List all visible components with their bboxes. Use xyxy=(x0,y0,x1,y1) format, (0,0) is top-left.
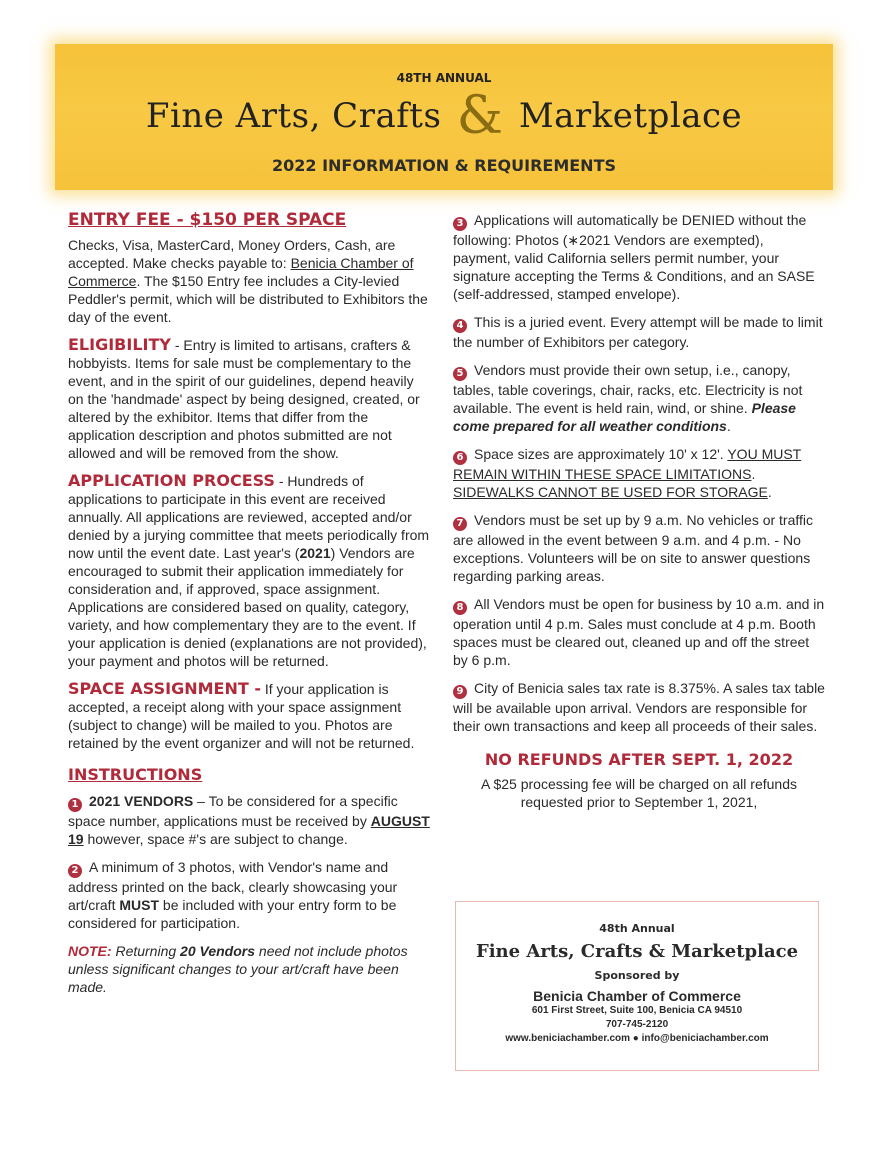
entry-fee-text xyxy=(68,236,430,326)
rule-6-u1-end: . xyxy=(751,466,756,482)
rule-item-3 xyxy=(453,211,825,303)
rule-6-u2-end: . xyxy=(767,484,772,500)
refund-text: A $25 processing fee will be charged on all refunds requested prior to September 1, 2021, xyxy=(481,776,797,810)
payee-name: Benicia Chamber of Commerce xyxy=(68,255,414,289)
event-title-part1: Fine Arts, Crafts xyxy=(145,96,442,136)
note-bold: 20 Vendors xyxy=(180,943,256,959)
number-8-icon: 8 xyxy=(453,601,467,615)
event-title-part2: Marketplace xyxy=(518,96,743,136)
rule-7-text: Vendors must be set up by 9 a.m. No vehicles or traffic are allowed in the event between 9 a.m. and 4 p.m. - No exceptions. Volunteers will be on site to answer questions regarding parking areas. xyxy=(453,512,814,584)
deadline-date: AUGUST 19 xyxy=(68,813,430,847)
sponsor-box xyxy=(455,901,819,1071)
event-title xyxy=(55,86,833,146)
rule-item-6 xyxy=(453,445,825,501)
rule-4-text: This is a juried event. Every attempt will be made to limit the number of Exhibitors per category. xyxy=(453,314,823,350)
number-6-icon: 6 xyxy=(453,451,467,465)
instruction-2-text-b: be included with your entry form to be considered for participation. xyxy=(68,897,397,931)
header-banner xyxy=(55,44,833,190)
number-4-icon: 4 xyxy=(453,319,467,333)
entry-fee-heading: ENTRY FEE - $150 PER SPACE xyxy=(68,210,347,230)
entry-fee-text-a: Checks, Visa, MasterCard, Money Orders, Cash, are accepted. Make checks payable to: xyxy=(68,237,396,271)
note-text-a: Returning xyxy=(111,943,181,959)
application-section xyxy=(68,472,430,670)
eligibility-text: - Entry is limited to artisans, crafters & hobbyists. Items for sale must be complementary to the event, and in the spirit of our guidelines, depend heavily on the 'handmade' aspect by being designed, created, or altered by the exhibitor. Items that differ from the application description and photos submitted are not allowed and will be removed from the show. xyxy=(68,337,420,461)
sponsor-event-title: Fine Arts, Crafts & Marketplace xyxy=(475,941,799,962)
instruction-1-bold: 2021 VENDORS xyxy=(89,793,194,809)
application-text-a: - Hundreds of applications to participate in this event are received annually. All applications are reviewed, accepted and/or denied by a jurying committee that meets periodically from now until the event date. Last year's ( xyxy=(68,473,430,561)
number-2-icon: 2 xyxy=(68,864,82,878)
instruction-2-text-a: A minimum of 3 photos, with Vendor's name and address printed on the back, clearly showcasing your art/craft xyxy=(68,859,398,913)
number-7-icon: 7 xyxy=(453,517,467,531)
sponsor-phone: 707-745-2120 xyxy=(605,1019,669,1030)
sponsor-annual: 48th Annual xyxy=(599,922,675,935)
rule-item-4 xyxy=(453,313,825,351)
space-assignment-text: If your application is accepted, a receipt along with your space assignment (subject to change) will be mailed to you. Photos are retained by the event organizer and will not be returned. xyxy=(68,681,415,751)
note-label: NOTE: xyxy=(68,943,112,959)
sponsor-org-name: Benicia Chamber of Commerce xyxy=(533,988,741,1004)
entry-fee-text-b: . The $150 Entry fee includes a City-levied Peddler's permit, which will be distributed to Exhibitors the day of the event. xyxy=(68,273,428,325)
right-column xyxy=(453,211,825,811)
number-1-icon: 1 xyxy=(68,798,82,812)
rule-5-bold: Please come prepared for all weather conditions xyxy=(453,400,796,434)
sponsor-address: 601 First Street, Suite 100, Benicia CA 94510 xyxy=(531,1005,743,1016)
application-year: 2021 xyxy=(299,545,331,561)
rule-item-7 xyxy=(453,511,825,585)
rule-9-text: City of Benicia sales tax rate is 8.375%. A sales tax table will be available upon arrival. Vendors are responsible for their own transactions and keep all proceeds of their sales. xyxy=(453,680,825,734)
rule-8-text: All Vendors must be open for business by 10 a.m. and in operation until 4 p.m. Sales must conclude at 4 p.m. Booth spaces must be cleared out, cleaned up and off the street by 6 p.m. xyxy=(453,596,825,668)
instruction-1-text-b: however, space #'s are subject to change. xyxy=(83,831,348,847)
rule-3-text: Applications will automatically be DENIED without the following: Photos (∗2021 Vendors are exempted), payment, valid California sellers permit number, your signature accepting the Terms & Conditions, and an SASE (self-addressed, stamped envelope). xyxy=(453,212,815,302)
annual-label: 48TH ANNUAL xyxy=(396,71,492,85)
rule-6-text: Space sizes are approximately 10' x 12'. xyxy=(474,446,728,462)
rule-5-end: . xyxy=(726,418,731,434)
ampersand-ornament: & xyxy=(456,86,504,146)
number-3-icon: 3 xyxy=(453,217,467,231)
note-text-b: need not include photos unless significant changes to your art/craft have been made. xyxy=(68,943,408,995)
rule-item-9 xyxy=(453,679,825,735)
instruction-item-2 xyxy=(68,858,430,932)
instruction-2-must: MUST xyxy=(119,897,160,913)
rule-item-5 xyxy=(453,361,825,435)
number-5-icon: 5 xyxy=(453,367,467,381)
space-assignment-section xyxy=(68,680,430,752)
eligibility-heading: ELIGIBILITY xyxy=(68,335,171,354)
info-subtitle: 2022 INFORMATION & REQUIREMENTS xyxy=(271,156,617,175)
application-text-b: ) Vendors are encouraged to submit their application immediately for consideration and, if approved, space assignment. Applications are considered based on quality, category, variety, and how complementary they are to the event. If your application is denied (explanations are not provided), your payment and photos will be returned. xyxy=(68,545,427,669)
rule-6-sidewalk: SIDEWALKS CANNOT BE USED FOR STORAGE xyxy=(453,484,768,500)
rule-5-text: Vendors must provide their own setup, i.e., canopy, tables, table coverings, chair, racks, etc. Electricity is not available. The event is held rain, wind, or shine. xyxy=(453,362,803,416)
refund-heading: NO REFUNDS AFTER SEPT. 1, 2022 xyxy=(484,750,794,769)
eligibility-section xyxy=(68,336,430,462)
sponsored-by-label: Sponsored by xyxy=(594,969,680,982)
application-heading: APPLICATION PROCESS xyxy=(68,471,275,490)
instruction-1-text-a: – To be considered for a specific space number, applications must be received by xyxy=(68,793,398,829)
instructions-heading: INSTRUCTIONS xyxy=(68,765,203,784)
left-column xyxy=(68,211,430,1006)
instruction-item-1 xyxy=(68,792,430,848)
rule-item-8 xyxy=(453,595,825,669)
note-paragraph xyxy=(68,942,430,996)
sponsor-contact: www.beniciachamber.com ● info@beniciachamber.com xyxy=(505,1033,769,1044)
number-9-icon: 9 xyxy=(453,685,467,699)
rule-6-space-limit: YOU MUST REMAIN WITHIN THESE SPACE LIMITATIONS xyxy=(453,446,802,482)
space-assignment-heading: SPACE ASSIGNMENT - xyxy=(68,679,261,698)
